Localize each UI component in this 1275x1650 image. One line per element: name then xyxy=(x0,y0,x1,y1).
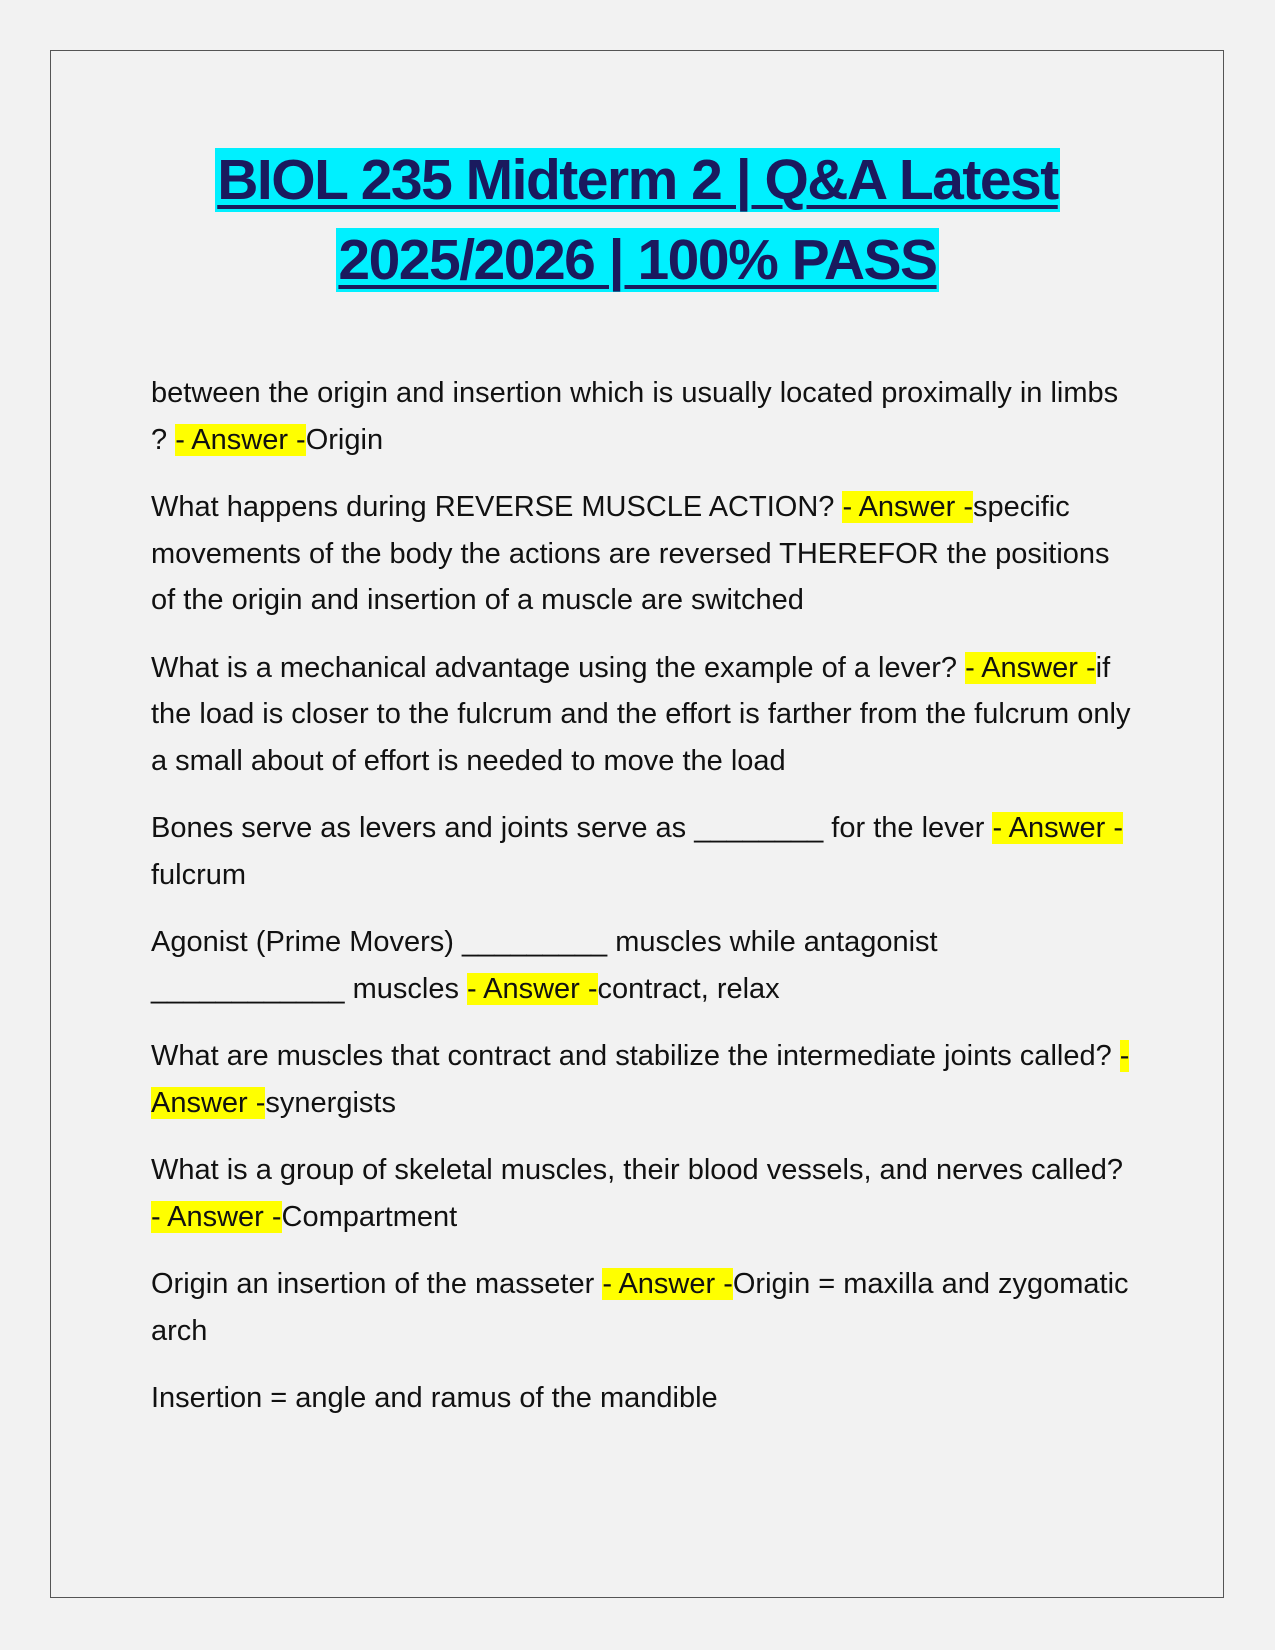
qa-item xyxy=(151,484,1131,624)
answer-marker: - Answer - xyxy=(175,423,306,456)
qa-item xyxy=(151,645,1131,785)
title-line-2: 2025/2026 | 100% PASS xyxy=(338,228,937,292)
answer-marker: - Answer - xyxy=(602,1268,733,1300)
question-text: What is a mechanical advantage using the example of a lever? xyxy=(151,651,966,684)
qa-item xyxy=(151,805,1131,898)
qa-item xyxy=(151,1261,1131,1354)
qa-list xyxy=(151,370,1131,1443)
document-title xyxy=(120,140,1155,300)
question-text: What is a group of skeletal muscles, their blood vessels, and nerves called? xyxy=(151,1154,1123,1186)
title-line-1: BIOL 235 Midterm 2 | Q&A Latest xyxy=(217,148,1058,212)
answer-text: synergists xyxy=(265,1086,396,1119)
answer-text: Origin = maxilla and zygomatic arch xyxy=(151,1268,1129,1347)
qa-item xyxy=(151,1033,1131,1126)
question-text: What happens during REVERSE MUSCLE ACTION? xyxy=(151,491,843,523)
question-text: Agonist (Prime Movers) _________ muscles while antagonist ____________ muscles xyxy=(151,926,938,1005)
answer-marker: - Answer - xyxy=(151,1040,1130,1119)
answer-text: fulcrum xyxy=(151,858,247,891)
trailing-line: Insertion = angle and ramus of the mandible xyxy=(151,1382,718,1414)
question-text: between the origin and insertion which is usually located proximally in limbs ? xyxy=(151,377,1119,456)
answer-marker: - Answer - xyxy=(151,1200,282,1233)
answer-marker: - Answer - xyxy=(992,812,1124,844)
qa-item xyxy=(151,370,1131,463)
answer-text: contract, relax xyxy=(597,972,780,1005)
answer-text: specific movements of the body the actions are reversed THEREFOR the positions of the origin and insertion of a muscle are switched xyxy=(151,491,1110,616)
answer-marker: - Answer - xyxy=(467,972,598,1005)
answer-text: Origin xyxy=(305,423,384,456)
answer-marker: - Answer - xyxy=(965,651,1096,684)
answer-text: if the load is closer to the fulcrum and the effort is farther from the fulcrum only a small about of effort is needed to move the load xyxy=(151,651,1131,777)
question-text: What are muscles that contract and stabilize the intermediate joints called? xyxy=(151,1040,1120,1072)
qa-item xyxy=(151,919,1131,1012)
question-text: Bones serve as levers and joints serve as ________ for the lever xyxy=(151,812,993,844)
answer-text: Compartment xyxy=(281,1200,458,1233)
answer-marker: - Answer - xyxy=(842,491,973,523)
question-text: Origin an insertion of the masseter xyxy=(151,1268,603,1300)
qa-item xyxy=(151,1147,1131,1240)
